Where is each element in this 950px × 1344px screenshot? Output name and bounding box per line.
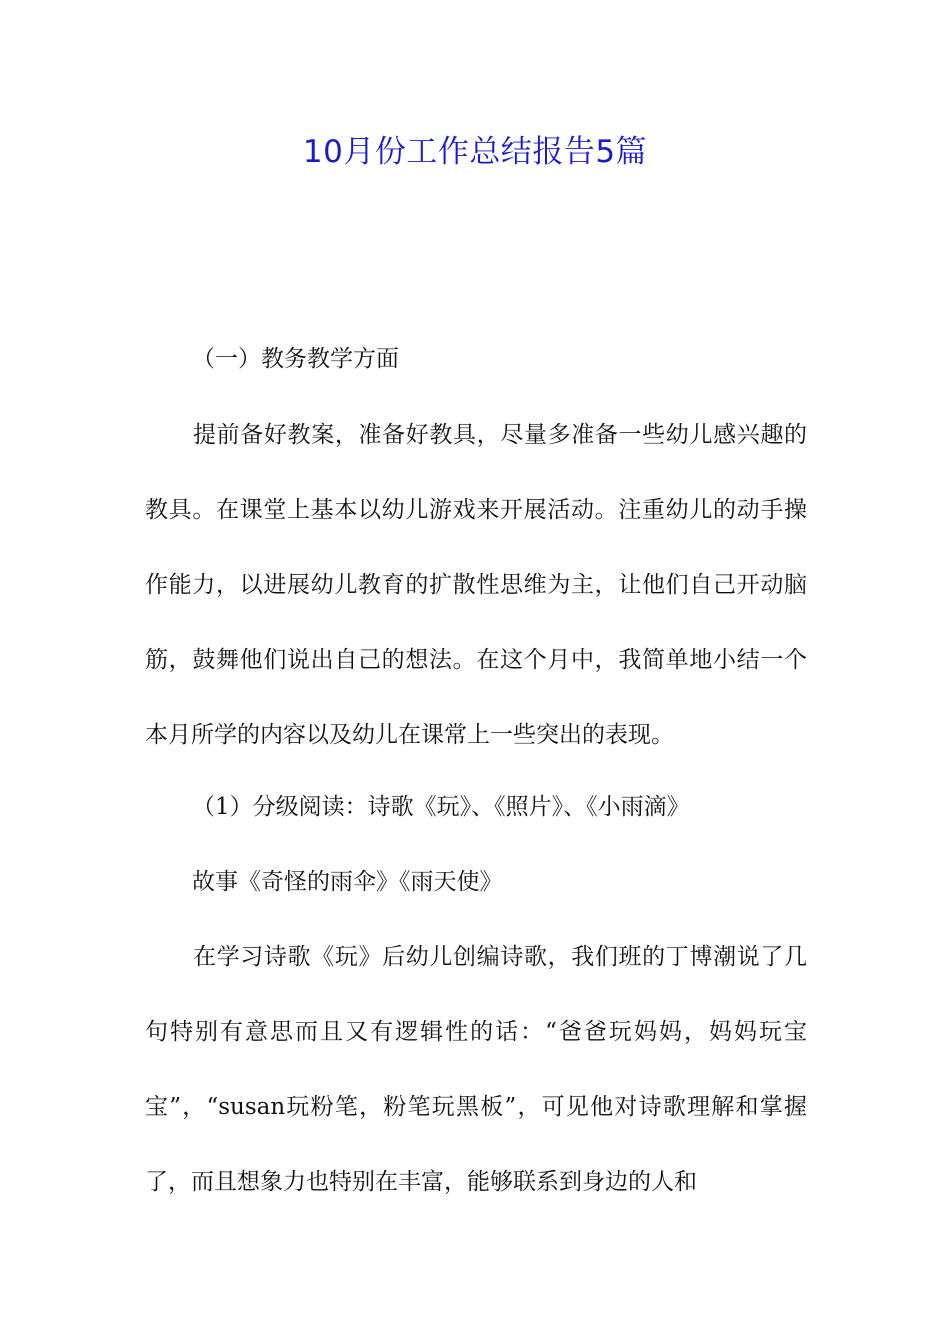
paragraph-teaching: 提前备好教案，准备好教具，尽量多准备一些幼儿感兴趣的教具。在课堂上基本以幼儿游戏来开展活动。注重幼儿的动手操作能力，以进展幼儿教育的扩散性思维为主，让他们自己开动脑筋，鼓舞他们说出自己的想法。在这个月中，我简单地小结一个本月所学的内容以及幼儿在课常上一些突出的表现。 (145, 422, 807, 748)
paragraph-poem-creation: 在学习诗歌《玩》后幼儿创编诗歌，我们班的丁博潮说了几句特别有意思而且又有逻辑性的话：“爸爸玩妈妈，妈妈玩宝宝”，“susan玩粉笔，粉笔玩黑板”，可见他对诗歌理解和掌握了，而且想象力也特别在丰富，能够联系到身边的人和 (145, 944, 807, 1195)
section-heading: （一）教务教学方面 (192, 346, 399, 372)
story-list-line: 故事《奇怪的雨伞》《雨天使》 (192, 869, 503, 895)
document-title: 10月份工作总结报告5篇 (302, 134, 648, 170)
reading-list-line: （1）分级阅读：诗歌《玩》、《照片》、《小雨滴》 (192, 794, 690, 820)
